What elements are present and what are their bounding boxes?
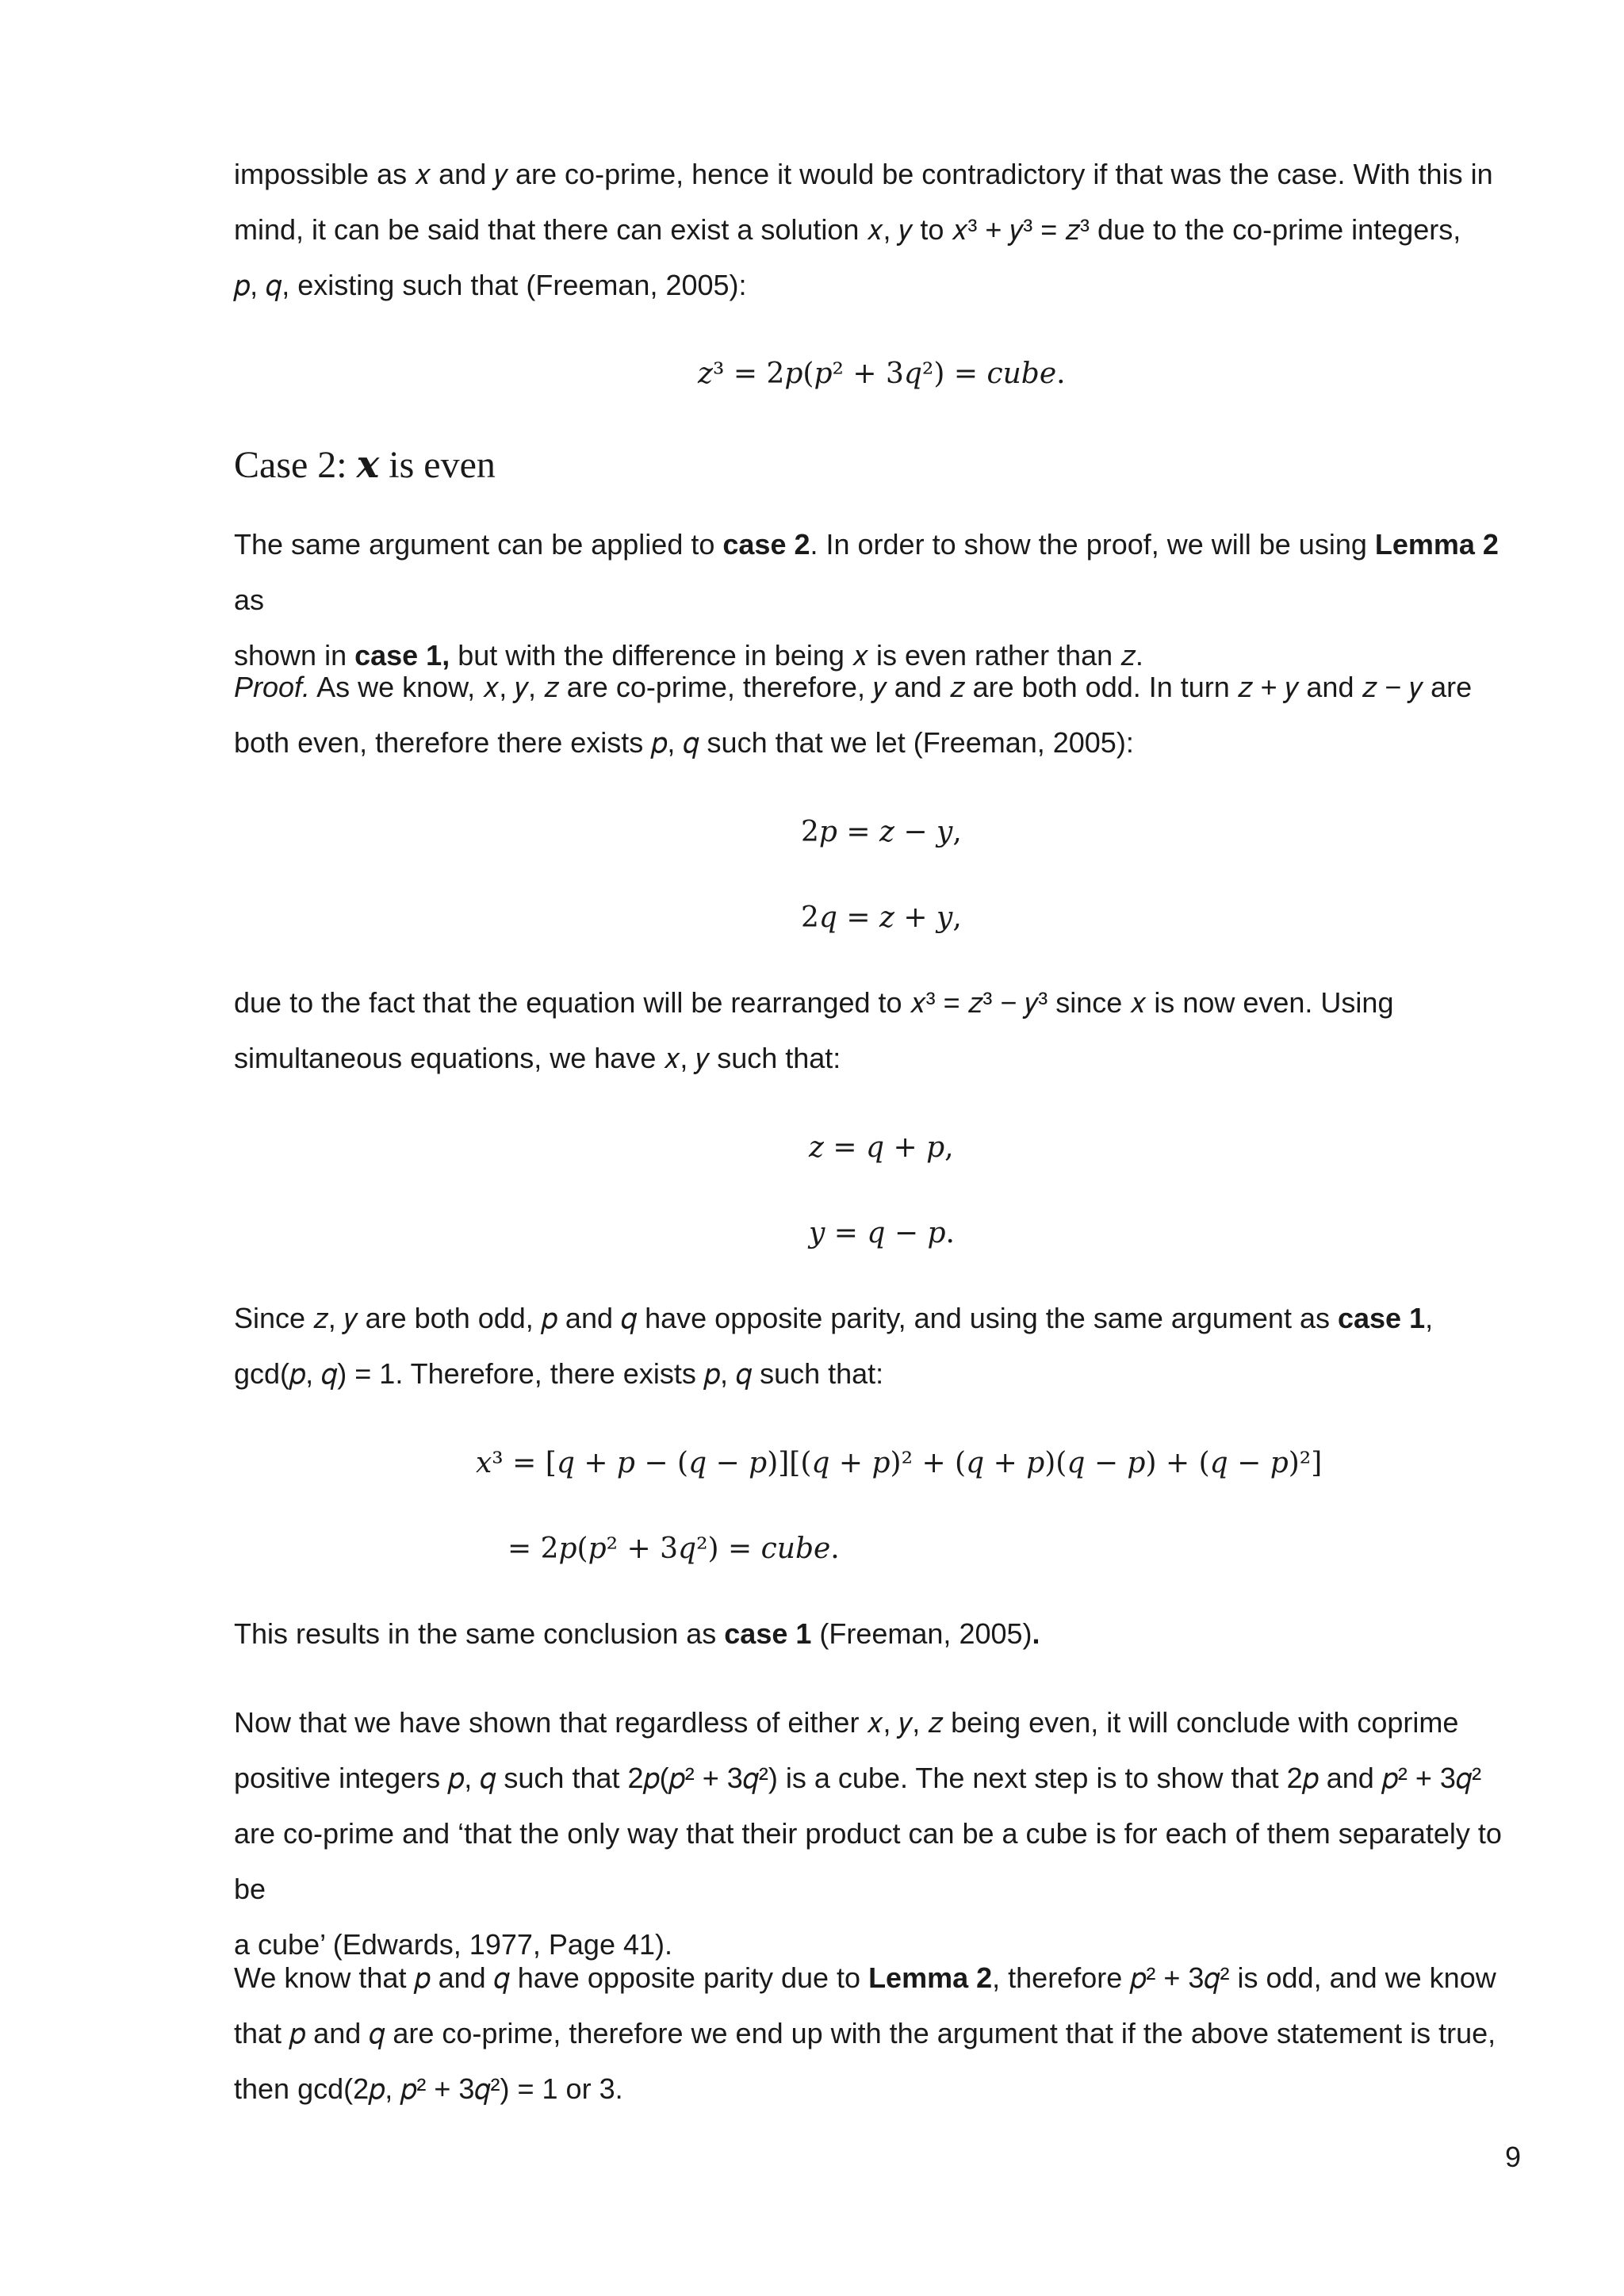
text-run: as — [234, 584, 265, 616]
text-run: As we know, 𝑥, 𝑦, 𝑧 are co-prime, therefore, 𝑦 and 𝑧 are both odd. In turn 𝑧 + 𝑦 and 𝑧 − 𝑦 are — [310, 671, 1473, 703]
heading-variable: 𝒙 — [356, 444, 380, 486]
bold-ref: Lemma 2 — [868, 1961, 993, 1994]
text-line: gcd(𝑝, 𝑞) = 1. Therefore, there exists 𝑝, 𝑞 such that: — [234, 1357, 884, 1390]
equation-z-cube: 𝑧³ = 2𝑝(𝑝² + 3𝑞²) = 𝑐𝑢𝑏𝑒. — [698, 358, 1066, 390]
text-line: a cube’ (Edwards, 1977, Page 41). — [234, 1928, 673, 1961]
heading-prefix: Case 2: — [234, 444, 357, 486]
text-run: Since 𝑧, 𝑦 are both odd, 𝑝 and 𝑞 have opposite parity, and using the same argument as — [234, 1302, 1338, 1334]
proof-label: Proof. — [234, 671, 311, 703]
text-run: , therefore 𝑝² + 3𝑞² is odd, and we know — [992, 1961, 1496, 1994]
bold-ref: case 1, — [354, 639, 450, 672]
text-run: , — [1425, 1302, 1434, 1334]
equation-2q: 2𝑞 = 𝑧 + 𝑦, — [801, 901, 962, 934]
paragraph-intro — [234, 517, 1522, 683]
bold-period: . — [1032, 1617, 1040, 1650]
paragraph-continuation — [234, 147, 1522, 313]
text-line: positive integers 𝑝, 𝑞 such that 2𝑝(𝑝² + 3𝑞²) is a cube. The next step is to show that 2𝑝 and 𝑝² + 3𝑞² — [234, 1762, 1482, 1794]
text-line: simultaneous equations, we have 𝑥, 𝑦 such that: — [234, 1042, 841, 1074]
equation-z: 𝑧 = 𝑞 + 𝑝, — [809, 1131, 954, 1164]
text-run: The same argument can be applied to — [234, 528, 723, 561]
text-line: are co-prime and ‘that the only way that their product can be a cube is for each of them separately to be — [234, 1817, 1502, 1905]
equation-cube-result: = 2𝑝(𝑝² + 3𝑞²) = 𝑐𝑢𝑏𝑒. — [508, 1533, 840, 1565]
text-line: 𝑝, 𝑞, existing such that (Freeman, 2005): — [234, 269, 747, 301]
section-heading — [234, 440, 496, 491]
text-line: Now that we have shown that regardless of either 𝑥, 𝑦, 𝑧 being even, it will conclude with coprime — [234, 1706, 1459, 1739]
text-line: impossible as 𝑥 and 𝑦 are co-prime, hence it would be contradictory if that was the case. With this in — [234, 158, 1493, 190]
equation-x-cube-expansion: 𝑥³ = [𝑞 + 𝑝 − (𝑞 − 𝑝)][(𝑞 + 𝑝)² + (𝑞 + 𝑝)(𝑞 − 𝑝) + (𝑞 − 𝑝)²] — [476, 1447, 1323, 1479]
text-line: that 𝑝 and 𝑞 are co-prime, therefore we end up with the argument that if the above statement is true, — [234, 2017, 1496, 2049]
paragraph-next-step — [234, 1695, 1522, 1973]
text-run: . In order to show the proof, we will be using — [810, 528, 1375, 561]
paragraph-rearrange — [234, 975, 1522, 1086]
text-line: mind, it can be said that there can exist a solution 𝑥, 𝑦 to 𝑥³ + 𝑦³ = 𝑧³ due to the co-prime integers, — [234, 213, 1461, 246]
bold-ref: case 1 — [1337, 1302, 1426, 1334]
bold-ref: case 1 — [724, 1617, 812, 1650]
text-line: both even, therefore there exists 𝑝, 𝑞 such that we let (Freeman, 2005): — [234, 726, 1134, 759]
text-run: We know that 𝑝 and 𝑞 have opposite parity due to — [234, 1961, 869, 1994]
text-run: shown in — [234, 639, 355, 672]
equation-y: 𝑦 = 𝑞 − 𝑝. — [809, 1217, 955, 1249]
text-run: but with the difference in being 𝑥 is even rather than 𝑧. — [450, 639, 1143, 672]
bold-ref: Lemma 2 — [1374, 528, 1499, 561]
paragraph-conclusion — [234, 1606, 1522, 1662]
text-line: then gcd(2𝑝, 𝑝² + 3𝑞²) = 1 or 3. — [234, 2072, 623, 2105]
heading-suffix: is even — [379, 444, 496, 486]
paragraph-parity — [234, 1291, 1522, 1402]
paragraph-proof — [234, 660, 1522, 771]
paragraph-gcd — [234, 1950, 1522, 2117]
text-run: This results in the same conclusion as — [234, 1617, 725, 1650]
bold-ref: case 2 — [722, 528, 810, 561]
text-line: due to the fact that the equation will be rearranged to 𝑥³ = 𝑧³ − 𝑦³ since 𝑥 is now even. Using — [234, 986, 1394, 1019]
page-number: 9 — [1504, 2141, 1521, 2173]
equation-2p: 2𝑝 = 𝑧 − 𝑦, — [801, 816, 962, 848]
text-run: (Freeman, 2005) — [811, 1617, 1032, 1650]
